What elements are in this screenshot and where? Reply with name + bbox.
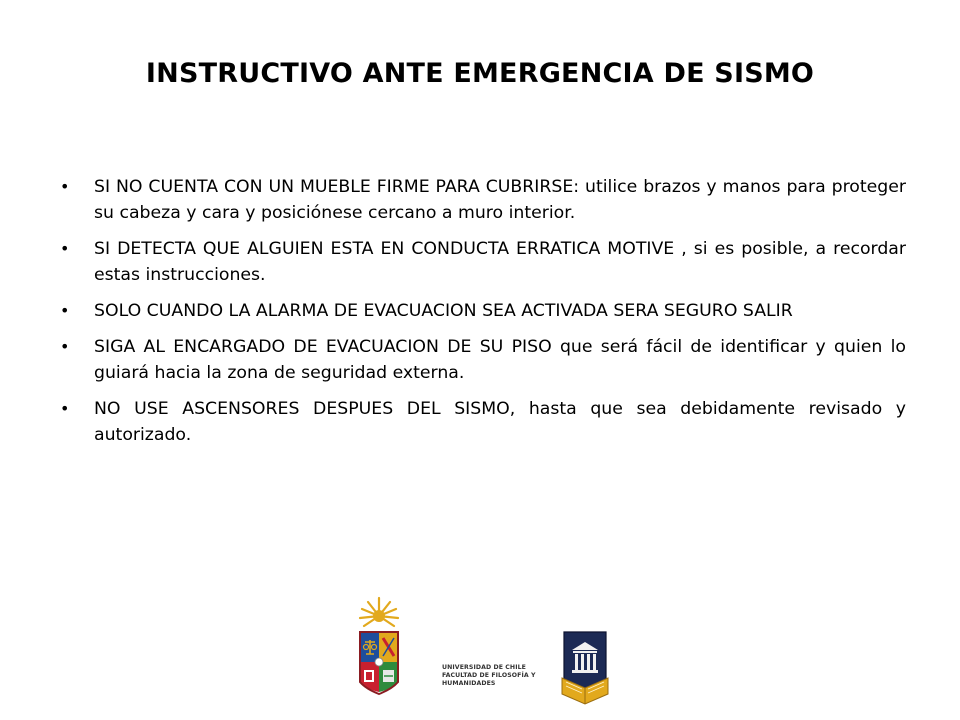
slide-title: INSTRUCTIVO ANTE EMERGENCIA DE SISMO xyxy=(145,58,815,89)
bullet-icon: • xyxy=(60,399,70,418)
fil-hum-book-crest-icon xyxy=(560,630,610,706)
list-item xyxy=(60,298,906,324)
university-name: UNIVERSIDAD DE CHILE xyxy=(442,664,526,671)
list-item xyxy=(60,334,906,386)
list-item xyxy=(60,396,906,448)
list-item xyxy=(60,236,906,288)
uchile-crest-icon xyxy=(346,596,426,702)
faculty-name: FACULTAD DE FILOSOFÍA Y HUMANIDADES xyxy=(442,672,536,687)
instruction-text: NO USE ASCENSORES DESPUES DEL SISMO, hasta que sea debidamente revisado y autorizado. xyxy=(94,399,906,445)
bullet-icon: • xyxy=(60,177,70,196)
list-item xyxy=(60,174,906,226)
instruction-text: SOLO CUANDO LA ALARMA DE EVACUACION SEA ACTIVADA SERA SEGURO SALIR xyxy=(94,301,793,321)
bullet-icon: • xyxy=(60,337,70,356)
instruction-list xyxy=(60,174,906,458)
bullet-icon: • xyxy=(60,239,70,258)
instruction-text: SIGA AL ENCARGADO DE EVACUACION DE SU PISO que será fácil de identificar y quien lo guiará hacia la zona de seguridad externa. xyxy=(94,337,906,383)
logo-block xyxy=(346,596,616,706)
instruction-text: SI DETECTA QUE ALGUIEN ESTA EN CONDUCTA ERRATICA MOTIVE , si es posible, a recordar estas instrucciones. xyxy=(94,239,906,285)
bullet-icon: • xyxy=(60,301,70,320)
instruction-text: SI NO CUENTA CON UN MUEBLE FIRME PARA CUBRIRSE: utilice brazos y manos para proteger su cabeza y cara y posiciónese cercano a muro interior. xyxy=(94,177,906,223)
